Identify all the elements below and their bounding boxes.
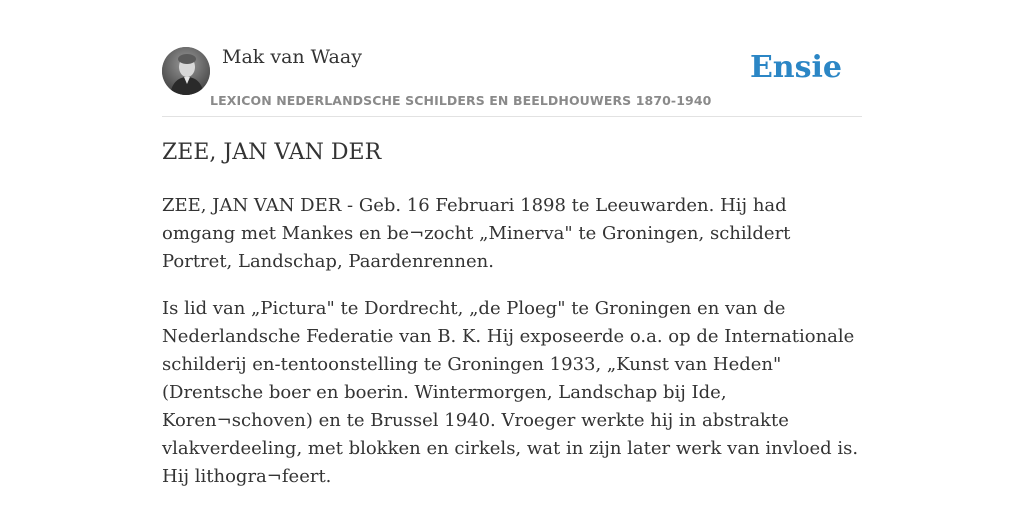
article-body bbox=[162, 192, 862, 510]
page-title: ZEE, JAN VAN DER bbox=[162, 140, 382, 165]
source-label[interactable]: LEXICON NEDERLANDSCHE SCHILDERS EN BEELDHOUWERS 1870-1940 bbox=[210, 93, 712, 108]
article-paragraph: Is lid van „Pictura" te Dordrecht, „de Ploeg" te Groningen en van de Nederlandsche Federatie van B. K. Hij exposeerde o.a. op de Internationale schilderij en-tentoonstelling te Groningen 1933, „Kunst van Heden" (Drentsche boer en boerin. Wintermorgen, Landschap bij Ide, Koren¬schoven) en te Brussel 1940. Vroeger werkte hij in abstrakte vlakverdeeling, met blokken en cirkels, wat in zijn later werk van invloed is. Hij lithogra¬feert. bbox=[162, 298, 859, 487]
page-header bbox=[162, 44, 862, 117]
brand-logo[interactable]: Ensie bbox=[749, 50, 842, 85]
author-avatar[interactable] bbox=[162, 47, 210, 95]
article-paragraph: ZEE, JAN VAN DER - Geb. 16 Februari 1898 te Leeuwarden. Hij had omgang met Mankes en be¬zocht „Minerva" te Groningen, schildert Portret, Landschap, Paardenrennen. bbox=[162, 195, 791, 272]
portrait-image bbox=[162, 47, 210, 95]
author-name[interactable]: Mak van Waay bbox=[222, 46, 362, 68]
